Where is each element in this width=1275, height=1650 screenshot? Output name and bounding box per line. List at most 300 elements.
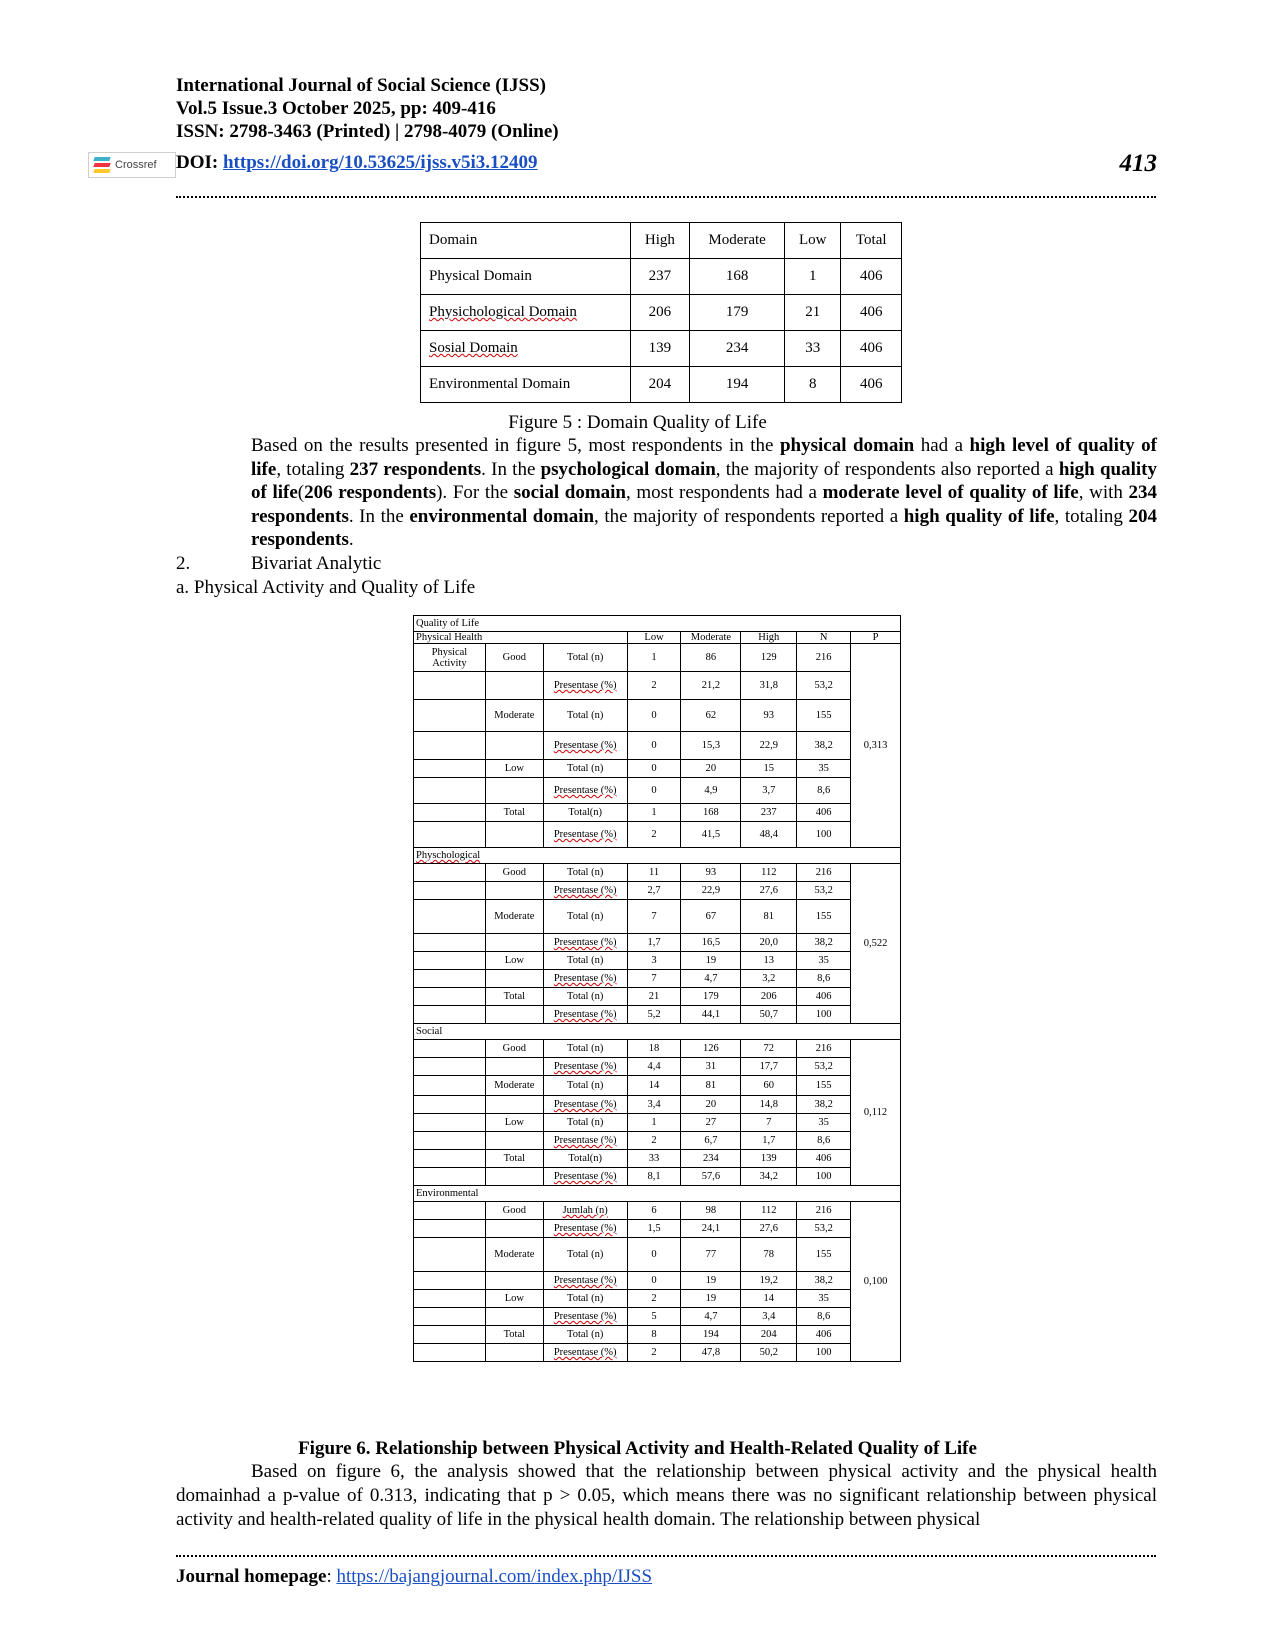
table-row: [414, 1040, 901, 1058]
category-label: Total: [485, 1150, 543, 1168]
empty-cell: [414, 882, 486, 900]
table-title: Quality of Life: [414, 616, 901, 632]
table-row: [414, 1326, 901, 1344]
category-label: Moderate: [485, 1076, 543, 1096]
table-cell: 7: [627, 900, 681, 934]
table-cell: 2,7: [627, 882, 681, 900]
table-row: [421, 331, 902, 367]
table-cell: 168: [690, 259, 785, 295]
table-cell: 14: [741, 1290, 797, 1308]
table-cell: 44,1: [681, 1006, 741, 1024]
table-cell: 129: [741, 644, 797, 672]
table-cell: 11: [627, 864, 681, 882]
table-cell: 47,8: [681, 1344, 741, 1362]
table-row: [414, 1006, 901, 1024]
para-text: , the majority of respondents reported a: [594, 505, 904, 527]
category-label: Low: [485, 952, 543, 970]
table-row: [414, 1058, 901, 1076]
para-bold: physical domain: [779, 435, 915, 456]
table-row: [414, 1220, 901, 1238]
table-cell: 7: [741, 1114, 797, 1132]
table-cell: 8,6: [797, 1132, 851, 1150]
table-cell: 50,7: [741, 1006, 797, 1024]
measure-label: Jumlah (n): [543, 1202, 627, 1220]
table-cell: 139: [741, 1150, 797, 1168]
table-cell: 4,7: [681, 970, 741, 988]
empty-cell: [414, 1168, 486, 1186]
category-label: [485, 1006, 543, 1024]
table-cell: 155: [797, 1238, 851, 1272]
column-header: N: [797, 632, 851, 644]
table-cell: 0: [627, 778, 681, 804]
table-cell: 406: [841, 259, 902, 295]
column-header: P: [851, 632, 901, 644]
table-header-row: [421, 223, 902, 259]
table-row: [414, 900, 901, 934]
footer-divider: [176, 1555, 1156, 1557]
table-cell: 1: [627, 804, 681, 822]
table-cell: 4,4: [627, 1058, 681, 1076]
table-cell: 67: [681, 900, 741, 934]
empty-cell: [414, 934, 486, 952]
category-label: Moderate: [485, 1238, 543, 1272]
crossref-badge[interactable]: [88, 152, 176, 178]
table-row: [414, 952, 901, 970]
para-bold: high level of quality of life: [251, 435, 1157, 480]
measure-label: Total (n): [543, 900, 627, 934]
table-cell: 216: [797, 644, 851, 672]
table-cell: 0: [627, 732, 681, 760]
table-cell: 53,2: [797, 1220, 851, 1238]
measure-label: Presentase (%): [543, 1272, 627, 1290]
empty-cell: [414, 700, 486, 732]
para-bold: social domain: [513, 482, 627, 503]
category-label: Total: [485, 1326, 543, 1344]
table-row: [414, 934, 901, 952]
category-label: [485, 1058, 543, 1076]
domain-label: Sosial Domain: [421, 331, 631, 367]
para-text: . In the: [481, 458, 541, 480]
table-cell: 17,7: [741, 1058, 797, 1076]
table-cell: 100: [797, 1344, 851, 1362]
table-cell: 406: [841, 331, 902, 367]
table-cell: 168: [681, 804, 741, 822]
domain-label: Physichological Domain: [421, 295, 631, 331]
category-label: [485, 970, 543, 988]
para-bold: 204 respondents: [251, 505, 1157, 550]
measure-label: Presentase (%): [543, 1058, 627, 1076]
column-header: Total: [841, 223, 902, 259]
empty-cell: [414, 732, 486, 760]
table-row: [414, 732, 901, 760]
para-text: ). For the: [436, 482, 514, 503]
table-row: [414, 882, 901, 900]
table-cell: 53,2: [797, 1058, 851, 1076]
category-label: Good: [485, 864, 543, 882]
measure-label: Presentase (%): [543, 882, 627, 900]
column-header: High: [630, 223, 690, 259]
table-cell: 179: [681, 988, 741, 1006]
measure-label: Total (n): [543, 1326, 627, 1344]
table-cell: 406: [797, 804, 851, 822]
table-cell: 3,4: [741, 1308, 797, 1326]
domain-label: Physical Domain: [421, 259, 631, 295]
section-header-row: [414, 1186, 901, 1202]
p-value: 0,313: [851, 644, 901, 848]
table-cell: 3,7: [741, 778, 797, 804]
empty-cell: [414, 1290, 486, 1308]
empty-cell: [414, 1096, 486, 1114]
figure5-table: [420, 222, 902, 403]
column-header: Low: [627, 632, 681, 644]
table-cell: 206: [741, 988, 797, 1006]
table-cell: 19,2: [741, 1272, 797, 1290]
table-cell: 1: [627, 1114, 681, 1132]
table-row: [414, 970, 901, 988]
table-cell: 1: [784, 259, 841, 295]
para-text: , with: [1078, 482, 1129, 503]
measure-label: Total (n): [543, 1290, 627, 1308]
para-text: (: [297, 482, 305, 503]
table-cell: 1,7: [741, 1132, 797, 1150]
table-cell: 38,2: [797, 934, 851, 952]
column-header: High: [741, 632, 797, 644]
section-header-row: [414, 848, 901, 864]
table-row: [414, 822, 901, 848]
category-label: [485, 1132, 543, 1150]
physical-activity-label: Physical Activity: [414, 644, 486, 672]
table-cell: 7: [627, 970, 681, 988]
table-cell: 31: [681, 1058, 741, 1076]
table-cell: 27,6: [741, 1220, 797, 1238]
table-cell: 237: [741, 804, 797, 822]
section-header-row: [414, 632, 901, 644]
table-cell: 22,9: [681, 882, 741, 900]
table-cell: 406: [797, 1150, 851, 1168]
category-label: [485, 1308, 543, 1326]
table-cell: 38,2: [797, 1272, 851, 1290]
table-cell: 38,2: [797, 732, 851, 760]
category-label: [485, 1168, 543, 1186]
category-label: Low: [485, 1290, 543, 1308]
table-cell: 15: [741, 760, 797, 778]
table-cell: 98: [681, 1202, 741, 1220]
table-cell: 14,8: [741, 1096, 797, 1114]
table-cell: 19: [681, 1290, 741, 1308]
table-cell: 216: [797, 1040, 851, 1058]
para-text: .: [348, 529, 354, 550]
table-cell: 8: [627, 1326, 681, 1344]
table-cell: 3: [627, 952, 681, 970]
table-cell: 86: [681, 644, 741, 672]
category-label: [485, 1344, 543, 1362]
category-label: [485, 1220, 543, 1238]
measure-label: Presentase (%): [543, 1168, 627, 1186]
empty-cell: [414, 778, 486, 804]
measure-label: Presentase (%): [543, 1344, 627, 1362]
table-cell: 3,2: [741, 970, 797, 988]
empty-cell: [414, 1326, 486, 1344]
para-bold: 237 respondents: [349, 458, 482, 480]
table-cell: 21,2: [681, 672, 741, 700]
category-label: [485, 822, 543, 848]
table-row: [414, 700, 901, 732]
table-cell: 81: [681, 1076, 741, 1096]
column-header: Domain: [421, 223, 631, 259]
empty-cell: [414, 822, 486, 848]
category-label: [485, 732, 543, 760]
category-label: [485, 934, 543, 952]
table-cell: 35: [797, 1290, 851, 1308]
column-header: Low: [784, 223, 841, 259]
header-divider: [176, 196, 1156, 198]
table-cell: 4,9: [681, 778, 741, 804]
crossref-logo-icon: [94, 157, 110, 173]
table-cell: 35: [797, 760, 851, 778]
para-bold: moderate level of quality of life: [822, 482, 1079, 503]
table-cell: 21: [627, 988, 681, 1006]
measure-label: Total (n): [543, 644, 627, 672]
page-number: 413: [1119, 150, 1157, 177]
measure-label: Total(n): [543, 1150, 627, 1168]
table-cell: 194: [690, 367, 785, 403]
para-text: , the majority of respondents also reported a: [715, 458, 1059, 480]
section-label: Physchological: [414, 848, 901, 864]
empty-cell: [414, 1272, 486, 1290]
para-text: . In the: [348, 505, 410, 527]
table-row: [414, 1202, 901, 1220]
table-cell: 62: [681, 700, 741, 732]
table-row: [414, 804, 901, 822]
table-cell: 5,2: [627, 1006, 681, 1024]
table-row: [414, 1150, 901, 1168]
table-row: [414, 1168, 901, 1186]
empty-cell: [414, 900, 486, 934]
table-cell: 50,2: [741, 1344, 797, 1362]
table-cell: 93: [741, 700, 797, 732]
category-label: Low: [485, 1114, 543, 1132]
p-value: 0,100: [851, 1202, 901, 1362]
journal-homepage-link[interactable]: https://bajangjournal.com/index.php/IJSS: [336, 1566, 653, 1587]
empty-cell: [414, 1006, 486, 1024]
table-cell: 5: [627, 1308, 681, 1326]
para-bold: psychological domain: [540, 458, 716, 480]
table-cell: 155: [797, 900, 851, 934]
analysis-paragraph: Based on figure 6, the analysis showed that the relationship between physical activity and the physical health domainhad a p-value of 0.313, indicating that p > 0.05, which means there was no significant relationship between physical activity and health-related quality of life in the physical health domain. The relationship between physical: [176, 1461, 1157, 1530]
table-cell: 206: [630, 295, 690, 331]
section-header-row: [414, 1024, 901, 1040]
para-text: had a: [914, 435, 970, 456]
table-cell: 48,4: [741, 822, 797, 848]
measure-label: Total (n): [543, 760, 627, 778]
table-cell: 81: [741, 900, 797, 934]
para-bold: high quality of life: [251, 458, 1157, 503]
p-value: 0,522: [851, 864, 901, 1024]
table-cell: 216: [797, 864, 851, 882]
table-cell: 179: [690, 295, 785, 331]
empty-cell: [414, 1202, 486, 1220]
doi-link[interactable]: https://doi.org/10.53625/ijss.v5i3.12409: [222, 152, 538, 173]
empty-cell: [414, 1058, 486, 1076]
table-row: [414, 760, 901, 778]
table-cell: 53,2: [797, 672, 851, 700]
footer-colon: :: [326, 1566, 337, 1587]
table-cell: 8,1: [627, 1168, 681, 1186]
table-row: [414, 1096, 901, 1114]
table-cell: 53,2: [797, 882, 851, 900]
measure-label: Presentase (%): [543, 1220, 627, 1238]
footer-label: Journal homepage: [176, 1566, 327, 1587]
table-cell: 126: [681, 1040, 741, 1058]
empty-cell: [414, 1132, 486, 1150]
table-cell: 34,2: [741, 1168, 797, 1186]
table-cell: 6,7: [681, 1132, 741, 1150]
table-cell: 8,6: [797, 970, 851, 988]
table-cell: 6: [627, 1202, 681, 1220]
section-label: Physical Health: [414, 632, 628, 644]
table-cell: 100: [797, 1006, 851, 1024]
table-cell: 19: [681, 1272, 741, 1290]
footer: [176, 1566, 652, 1588]
table-cell: 237: [630, 259, 690, 295]
section-number: 2.: [176, 553, 191, 574]
category-label: Good: [485, 1202, 543, 1220]
table-cell: 4,7: [681, 1308, 741, 1326]
table-cell: 204: [630, 367, 690, 403]
measure-label: Total (n): [543, 1114, 627, 1132]
table-row: [414, 778, 901, 804]
figure6-caption: Figure 6. Relationship between Physical Activity and Health-Related Quality of Life: [298, 1438, 977, 1459]
category-label: Total: [485, 804, 543, 822]
category-label: Moderate: [485, 900, 543, 934]
table-cell: 38,2: [797, 1096, 851, 1114]
measure-label: Presentase (%): [543, 822, 627, 848]
para-bold: environmental domain: [409, 505, 595, 527]
para-bold: high quality of life: [903, 505, 1055, 527]
table-cell: 15,3: [681, 732, 741, 760]
table-cell: 16,5: [681, 934, 741, 952]
table-cell: 0: [627, 1238, 681, 1272]
table-cell: 1,5: [627, 1220, 681, 1238]
para-bold: 206 respondents: [304, 482, 437, 503]
table-cell: 18: [627, 1040, 681, 1058]
table-row: [421, 295, 902, 331]
table-cell: 77: [681, 1238, 741, 1272]
category-label: [485, 672, 543, 700]
table-cell: 27,6: [741, 882, 797, 900]
table-cell: 8: [784, 367, 841, 403]
measure-label: Total (n): [543, 952, 627, 970]
para-text: , most respondents had a: [626, 482, 823, 503]
table-cell: 31,8: [741, 672, 797, 700]
empty-cell: [414, 760, 486, 778]
subsection-title: a. Physical Activity and Quality of Life: [176, 577, 476, 598]
measure-label: Total(n): [543, 804, 627, 822]
empty-cell: [414, 1238, 486, 1272]
table-cell: 112: [741, 1202, 797, 1220]
measure-label: Total (n): [543, 1238, 627, 1272]
measure-label: Presentase (%): [543, 1096, 627, 1114]
category-label: [485, 882, 543, 900]
table-cell: 155: [797, 700, 851, 732]
table-cell: 13: [741, 952, 797, 970]
measure-label: Total (n): [543, 1040, 627, 1058]
table-cell: 33: [627, 1150, 681, 1168]
table-cell: 406: [841, 295, 902, 331]
measure-label: Total (n): [543, 1076, 627, 1096]
table-cell: 112: [741, 864, 797, 882]
table-row: [414, 1132, 901, 1150]
table-row: [414, 672, 901, 700]
table-cell: 406: [797, 1326, 851, 1344]
table-cell: 234: [690, 331, 785, 367]
para-text: Based on the results presented in figure 5, most respondents in the: [251, 435, 780, 456]
table-row: [414, 988, 901, 1006]
category-label: Total: [485, 988, 543, 1006]
empty-cell: [414, 1114, 486, 1132]
measure-label: Presentase (%): [543, 778, 627, 804]
empty-cell: [414, 672, 486, 700]
table-cell: 234: [681, 1150, 741, 1168]
doi-line: [176, 151, 538, 174]
category-label: Good: [485, 644, 543, 672]
crossref-label: Crossref: [115, 159, 157, 171]
table-cell: 35: [797, 1114, 851, 1132]
measure-label: Presentase (%): [543, 1308, 627, 1326]
table-cell: 72: [741, 1040, 797, 1058]
empty-cell: [414, 1308, 486, 1326]
table-cell: 24,1: [681, 1220, 741, 1238]
category-label: [485, 1272, 543, 1290]
table-row: [414, 1114, 901, 1132]
table-cell: 2: [627, 672, 681, 700]
table-row: [414, 1238, 901, 1272]
table-cell: 1,7: [627, 934, 681, 952]
table-cell: 100: [797, 822, 851, 848]
measure-label: Presentase (%): [543, 1132, 627, 1150]
table-cell: 57,6: [681, 1168, 741, 1186]
category-label: [485, 1096, 543, 1114]
table-row: [414, 1272, 901, 1290]
table-cell: 2: [627, 822, 681, 848]
para-text: , totaling: [276, 458, 350, 480]
table-cell: 2: [627, 1344, 681, 1362]
table-cell: 8,6: [797, 1308, 851, 1326]
table-cell: 3,4: [627, 1096, 681, 1114]
table-cell: 0: [627, 760, 681, 778]
para-text: , totaling: [1054, 505, 1129, 527]
table-cell: 60: [741, 1076, 797, 1096]
table-cell: 20: [681, 760, 741, 778]
measure-label: Presentase (%): [543, 970, 627, 988]
empty-cell: [414, 864, 486, 882]
figure6-table: [413, 615, 901, 1362]
table-cell: 2: [627, 1290, 681, 1308]
category-label: Low: [485, 760, 543, 778]
table-cell: 2: [627, 1132, 681, 1150]
table-cell: 216: [797, 1202, 851, 1220]
measure-label: Total (n): [543, 700, 627, 732]
table-cell: 406: [797, 988, 851, 1006]
journal-issn: ISSN: 2798-3463 (Printed) | 2798-4079 (Online): [176, 121, 559, 142]
table-cell: 22,9: [741, 732, 797, 760]
empty-cell: [414, 1040, 486, 1058]
doi-label: DOI:: [176, 152, 223, 173]
table-row: [414, 864, 901, 882]
table-cell: 78: [741, 1238, 797, 1272]
table-cell: 204: [741, 1326, 797, 1344]
measure-label: Total (n): [543, 864, 627, 882]
